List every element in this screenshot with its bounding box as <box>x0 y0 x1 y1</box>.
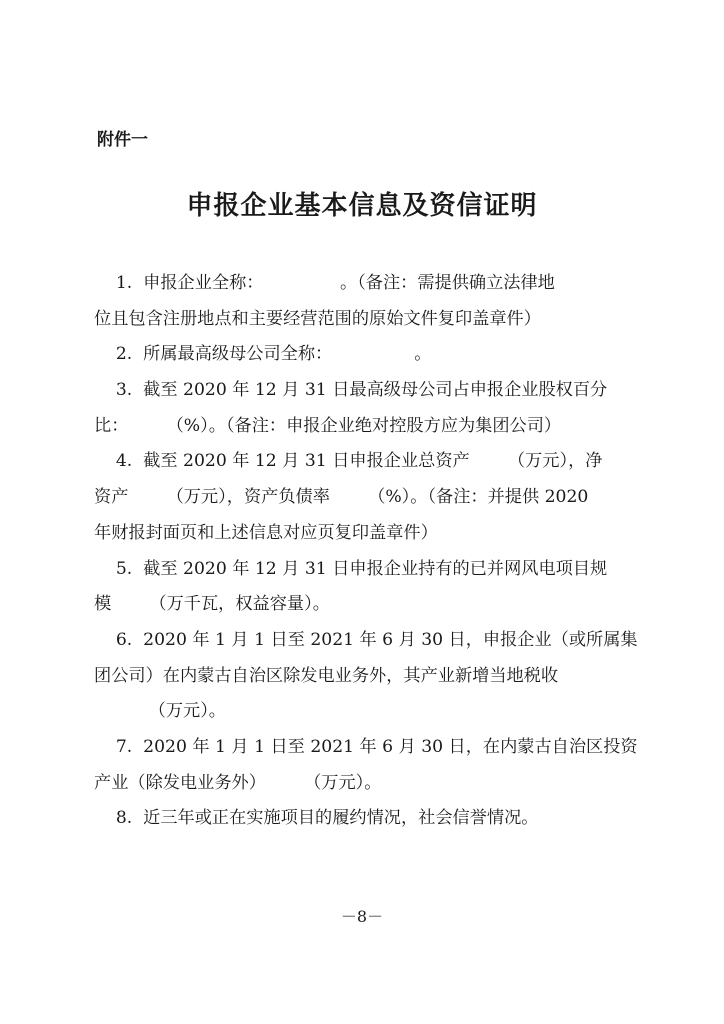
body-line: 7. 2020 年 1 月 1 日至 2021 年 6 月 30 日，在内蒙古自治区投资 <box>94 736 638 757</box>
document-body <box>94 266 638 837</box>
body-line: 模 （万千瓦，权益容量）。 <box>94 594 330 615</box>
body-line: 2. 所属最高级母公司全称： 。 <box>94 344 432 365</box>
body-line: 年财报封面页和上述信息对应页复印盖章件） <box>94 522 438 543</box>
body-line: 资产 （万元），资产负债率 （%）。（备注：并提供 2020 <box>94 487 589 508</box>
body-line: 产业（除发电业务外） （万元）。 <box>94 772 382 793</box>
body-line: 位且包含注册地点和主要经营范围的原始文件复印盖章件） <box>94 308 541 329</box>
body-line: 1. 申报企业全称： 。（备注：需提供确立法律地 <box>94 273 555 293</box>
body-line: 8. 近三年或正在实施项目的履约情况，社会信誉情况。 <box>94 808 539 829</box>
body-line: 3. 截至 2020 年 12 月 31 日最高级母公司占申报企业股权百分 <box>94 380 608 401</box>
document-title: 申报企业基本信息及资信证明 <box>186 191 538 221</box>
body-line: 团公司）在内蒙古自治区除发电业务外，其产业新增当地税收 <box>94 665 559 686</box>
attachment-label: 附件一 <box>97 130 148 150</box>
body-line: （万元）。 <box>94 701 226 722</box>
body-line: 6. 2020 年 1 月 1 日至 2021 年 6 月 30 日，申报企业（或所属集 <box>94 629 638 650</box>
body-line: 5. 截至 2020 年 12 月 31 日申报企业持有的已并网风电项目规 <box>94 558 608 579</box>
body-line: 比： （%）。（备注：申报企业绝对控股方应为集团公司） <box>94 415 562 436</box>
body-line: 4. 截至 2020 年 12 月 31 日申报企业总资产 （万元），净 <box>94 451 603 472</box>
page-number: －8－ <box>340 907 384 926</box>
